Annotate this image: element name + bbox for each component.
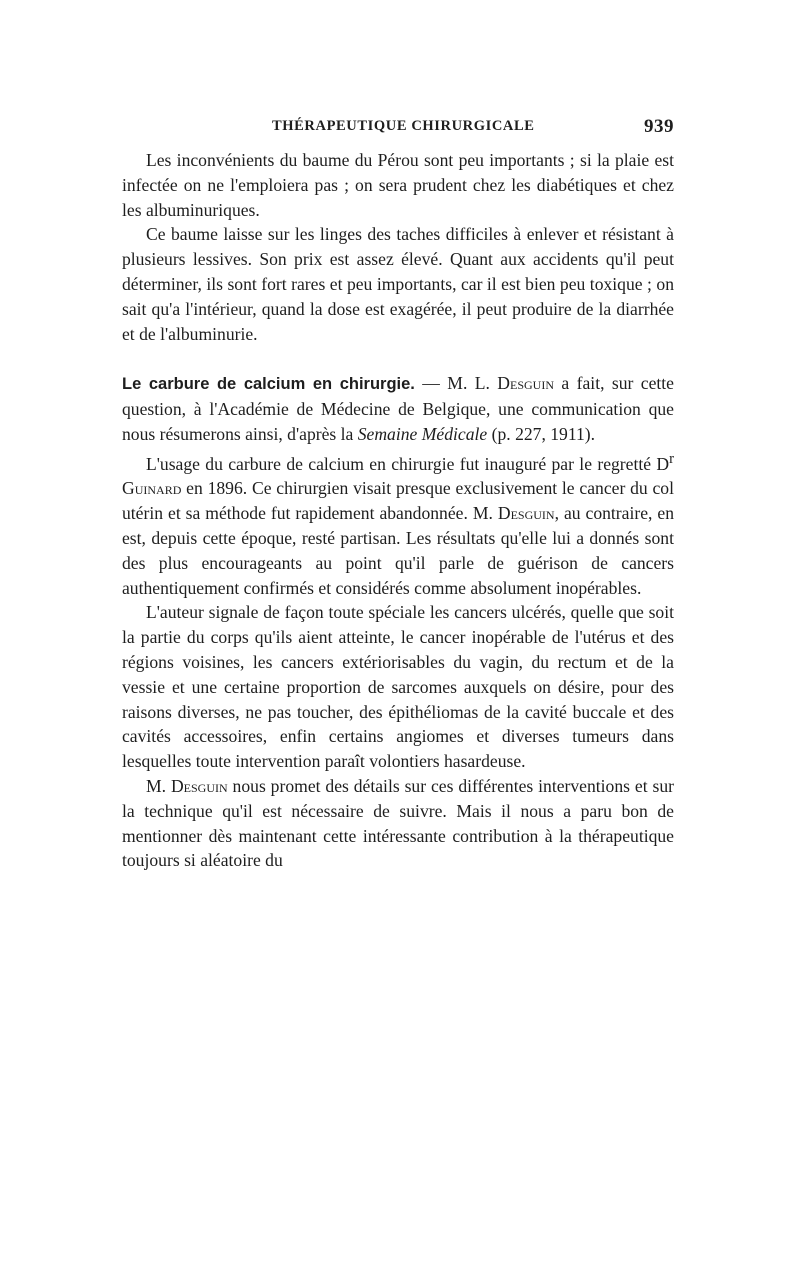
paragraph-auteur-signale: L'auteur signale de façon toute spéciale les cancers ulcérés, quelle que soit la partie du corps qu'ils aient atteinte, le cancer inopérable de l'utérus et des régions voisines, les cancers extériorisables du vagin, du rectum et de la vessie et une certaine proportion de sarcomes auxquels on désire, pour des raisons diverses, ne pas toucher, des épithéliomas de la cavité buccale et des cavités accessoires, enfin certains angiomes et diverses tumeurs dans lesquelles toute intervention paraît volontiers hasardeuse. (122, 602, 674, 772)
journal-title: Semaine Médicale (357, 423, 488, 444)
paragraph-baume-inconvenients: Les inconvénients du baume du Pérou sont peu importants ; si la plaie est infectée on ne l'emploiera pas ; on sera prudent chez les diabétiques et chez les albuminuriques. (122, 150, 674, 220)
usage-text-c: en 1896. Ce chirurgien visait presque exclusivement le cancer du col utérin et sa méthode fut rapidement abandonnée. M. (122, 478, 674, 524)
section-heading: Le carbure de calcium en chirurgie. (122, 375, 415, 394)
author-name-desguin: Desguin (497, 503, 555, 524)
paragraph-desguin-promet (122, 774, 674, 873)
author-name: Desguin (497, 373, 555, 394)
citation: (p. 227, 1911). (487, 423, 596, 444)
usage-text-d: , au contraire, en est, depuis cette époque, resté partisan. Les résultats qu'elle lui a donnés sont des plus encourageants au point qu'il parle de guérison de cancers authentiquement confirmés et considérés comme absolument inopérables. (122, 503, 675, 598)
paragraph-section-intro (122, 371, 674, 446)
book-page (122, 118, 674, 873)
running-head (122, 118, 674, 142)
body-text (122, 148, 674, 873)
section-intro-text: a fait, sur cette question, à l'Académie de Médecine de Belgique, une communication que nous résumerons ainsi, d'après la (122, 373, 674, 444)
surgeon-name-guinard: Guinard (122, 478, 182, 499)
paragraph-usage-carbure (122, 447, 674, 601)
page-number: 939 (644, 116, 674, 137)
section-dash-author-prefix: — M. L. (414, 373, 498, 394)
promet-text-b: nous promet des détails sur ces différentes interventions et sur la technique qu'il est nécessaire de suivre. Mais il nous a paru bon de mentionner dès maintenant cette intéressante contribution à la thérapeutique toujours si aléatoire du (122, 775, 674, 871)
paragraph-baume-taches: Ce baume laisse sur les linges des taches difficiles à enlever et résistant à plusieurs lessives. Son prix est assez élevé. Quant aux accidents qu'il peut déterminer, ils sont fort rares et peu importants, car il est bien peu toxique ; on sait qu'a l'intérieur, quand la dose est exagérée, il peut produire de la diarrhée et de l'albuminurie. (122, 224, 674, 344)
doctor-abbrev-sup: r (669, 450, 674, 467)
section-spacer (122, 346, 674, 371)
author-name-desguin-2: Desguin (170, 775, 228, 796)
usage-text-a: L'usage du carbure de calcium en chirurgie fut inauguré par le regretté D (146, 453, 670, 474)
promet-text-a: M. (146, 775, 171, 796)
running-title: THÉRAPEUTIQUE CHIRURGICALE (272, 118, 535, 134)
